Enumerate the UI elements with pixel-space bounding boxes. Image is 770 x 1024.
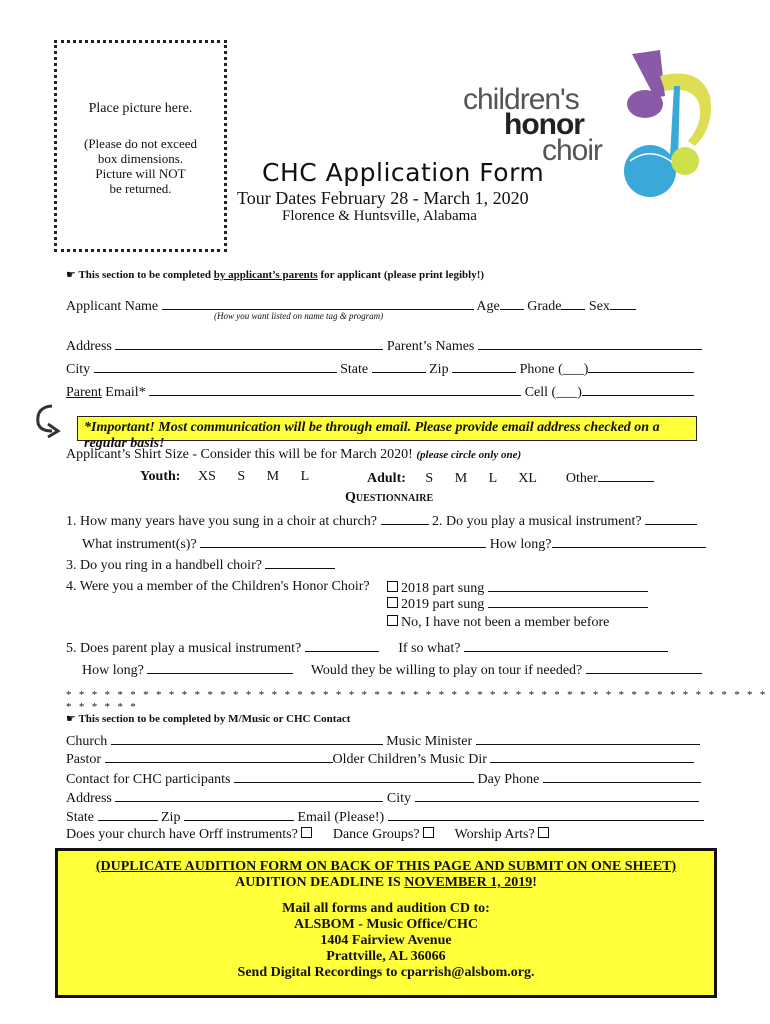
address-label: Address xyxy=(66,339,112,354)
heading-rest: UESTIONNAIRE xyxy=(355,493,434,504)
contact-city-label: City xyxy=(386,791,412,806)
pointing-hand-icon: ☛ xyxy=(66,712,76,725)
instrument-row xyxy=(82,535,706,553)
contact-city-field[interactable] xyxy=(415,789,699,802)
shirt-size-prompt xyxy=(66,447,521,463)
question-5-row xyxy=(66,639,668,657)
photo-note-line: box dimensions. xyxy=(97,151,184,166)
parent-instrument-row xyxy=(82,661,702,679)
age-field[interactable] xyxy=(500,297,524,310)
question-1-2-row xyxy=(66,512,697,530)
pastor-field[interactable] xyxy=(105,750,333,763)
section2-instruction xyxy=(66,712,350,725)
photo-note xyxy=(57,136,224,196)
age-label: Age xyxy=(476,299,500,314)
size-option-youth-xs[interactable]: XS xyxy=(197,469,216,484)
contact-label: Contact for CHC participants xyxy=(66,772,231,787)
state-field[interactable] xyxy=(372,360,426,373)
deadline-line xyxy=(58,875,714,891)
contact-address-field[interactable] xyxy=(115,789,383,802)
parents-names-label: Parent’s Names xyxy=(386,339,475,354)
option-no-row xyxy=(387,615,609,631)
willing-field[interactable] xyxy=(586,661,702,674)
contact-state-field[interactable] xyxy=(98,808,158,821)
question-2: 2. Do you play a musical instrument? xyxy=(432,514,642,529)
part-2019-field[interactable] xyxy=(488,595,648,608)
logo-word: choir xyxy=(542,134,603,167)
city-label: City xyxy=(66,362,91,377)
size-option-adult-m[interactable]: M xyxy=(454,471,468,486)
cell-label: Cell (___) xyxy=(524,385,582,400)
church-row xyxy=(66,732,700,750)
photo-note-line: be returned. xyxy=(109,181,172,196)
option-no-label: No, I have not been a member before xyxy=(401,615,610,630)
mail-instruction: Mail all forms and audition CD to: xyxy=(282,901,490,916)
checkbox-dance[interactable] xyxy=(423,827,434,838)
music-minister-field[interactable] xyxy=(476,732,700,745)
submission-instructions-box xyxy=(55,848,717,998)
older-dir-field[interactable] xyxy=(490,750,694,763)
church-programs-row xyxy=(66,827,552,843)
other-size-field[interactable] xyxy=(598,469,654,482)
checkbox-orff[interactable] xyxy=(301,827,312,838)
question-3-field[interactable] xyxy=(265,556,335,569)
email-label: Email* xyxy=(101,385,146,400)
music-minister-label: Music Minister xyxy=(386,734,473,749)
cell-field[interactable] xyxy=(582,383,694,396)
curved-arrow-icon xyxy=(30,403,70,439)
email-row xyxy=(66,383,694,401)
question-3: 3. Do you ring in a handbell choir? xyxy=(66,558,262,573)
deadline-end: ! xyxy=(532,875,537,890)
grade-label: Grade xyxy=(527,299,562,314)
question-2-field[interactable] xyxy=(645,512,697,525)
question-3-row xyxy=(66,556,335,574)
contact-email-field[interactable] xyxy=(388,808,704,821)
photo-instruction: Place picture here. xyxy=(88,101,193,116)
question-1-field[interactable] xyxy=(381,512,429,525)
applicant-name-label: Applicant Name xyxy=(66,299,159,314)
pastor-label: Pastor xyxy=(66,752,101,767)
photo-placeholder-box[interactable] xyxy=(54,40,227,252)
youth-label: Youth: xyxy=(140,469,181,484)
city-row xyxy=(66,360,694,378)
question-4: 4. Were you a member of the Children's Honor Choir? xyxy=(66,579,370,594)
mail-address-line: 1404 Fairview Avenue xyxy=(320,933,452,948)
section1-emphasis: by applicant’s parents xyxy=(213,269,318,281)
how-long-field[interactable] xyxy=(552,535,706,548)
form-title: CHC Application Form xyxy=(262,158,545,187)
parent-email-label: Parent xyxy=(66,385,102,400)
how-long-label: How long? xyxy=(82,663,144,678)
contact-address-label: Address xyxy=(66,791,112,806)
parent-email-field[interactable] xyxy=(149,383,521,396)
size-option-adult-l[interactable]: L xyxy=(488,471,497,486)
size-option-adult-xl[interactable]: XL xyxy=(518,471,537,486)
older-dir-label: Older Children’s Music Dir xyxy=(332,752,487,767)
instruments-label: What instrument(s)? xyxy=(82,537,197,552)
day-phone-field[interactable] xyxy=(543,770,701,783)
sex-field[interactable] xyxy=(610,297,636,310)
size-option-youth-m[interactable]: M xyxy=(266,469,280,484)
option-2019-row xyxy=(387,595,648,613)
duplicate-instruction: (DUPLICATE AUDITION FORM ON BACK OF THIS PAGE AND SUBMIT ON ONE SHEET) xyxy=(95,859,677,874)
logo-word: honor xyxy=(504,108,584,141)
orff-label: Does your church have Orff instruments? xyxy=(66,827,298,842)
deadline-text: AUDITION DEADLINE IS xyxy=(235,875,405,890)
parent-how-long-field[interactable] xyxy=(147,661,293,674)
contact-zip-field[interactable] xyxy=(184,808,294,821)
photo-note-line: (Please do not exceed xyxy=(84,136,197,151)
heading-initial: Q xyxy=(345,490,356,505)
youth-sizes xyxy=(140,469,309,485)
part-2018-field[interactable] xyxy=(488,579,648,592)
day-phone-label: Day Phone xyxy=(477,772,540,787)
mail-address-line: ALSBOM - Music Office/CHC xyxy=(294,917,478,932)
shirt-prompt-text: Applicant’s Shirt Size - Consider this will be for March 2020! xyxy=(66,447,413,462)
size-option-youth-l[interactable]: L xyxy=(300,469,310,484)
pastor-row xyxy=(66,750,694,768)
if-so-label: If so what? xyxy=(398,641,461,656)
section1-text: This section to be completed xyxy=(78,269,214,281)
sex-label: Sex xyxy=(588,299,610,314)
option-2019-label: 2019 part sung xyxy=(401,597,485,612)
contact-row xyxy=(66,770,701,788)
section2-text: This section to be completed by M/Music or CHC Contact xyxy=(78,713,351,725)
digital-recordings-instruction[interactable]: Send Digital Recordings to cparrish@alsbom.org. xyxy=(237,965,535,980)
section1-text: for applicant (please print legibly!) xyxy=(317,269,485,281)
checkbox-2018[interactable] xyxy=(387,581,398,592)
question-1: 1. How many years have you sung in a choir at church? xyxy=(66,514,378,529)
question-5: 5. Does parent play a musical instrument? xyxy=(66,641,302,656)
contact-field[interactable] xyxy=(234,770,474,783)
size-option-youth-s[interactable]: S xyxy=(237,469,246,484)
tour-location: Florence & Huntsville, Alabama xyxy=(282,208,477,224)
dance-label: Dance Groups? xyxy=(332,827,420,842)
contact-state-row xyxy=(66,808,704,826)
parents-names-field[interactable] xyxy=(478,337,702,350)
other-size-label: Other xyxy=(565,471,598,486)
mail-address-line: Prattville, AL 36066 xyxy=(326,949,446,964)
section1-instruction xyxy=(66,268,484,281)
if-so-field[interactable] xyxy=(464,639,668,652)
contact-state-label: State xyxy=(66,810,94,825)
checkbox-worship[interactable] xyxy=(538,827,549,838)
address-row xyxy=(66,337,702,355)
willing-label: Would they be willing to play on tour if needed? xyxy=(310,663,583,678)
important-email-note: *Important! Most communication will be through email. Please provide email address checked on a regular basis! xyxy=(77,416,697,441)
phone-label: Phone (___) xyxy=(519,362,589,377)
applicant-name-hint: (How you want listed on name tag & program) xyxy=(214,311,384,321)
adult-label: Adult: xyxy=(367,471,406,486)
how-long-label: How long? xyxy=(489,537,552,552)
grade-field[interactable] xyxy=(561,297,585,310)
state-label: State xyxy=(340,362,369,377)
checkbox-not-member[interactable] xyxy=(387,615,398,626)
adult-sizes xyxy=(367,469,654,487)
tour-dates: Tour Dates February 28 - March 1, 2020 xyxy=(237,188,529,208)
option-2018-label: 2018 part sung xyxy=(401,581,485,596)
church-field[interactable] xyxy=(111,732,383,745)
contact-email-label: Email (Please!) xyxy=(297,810,385,825)
city-field[interactable] xyxy=(94,360,337,373)
size-option-adult-s[interactable]: S xyxy=(425,471,434,486)
questionnaire-heading xyxy=(345,490,433,506)
zip-label: Zip xyxy=(429,362,449,377)
logo-word: children's xyxy=(463,83,579,116)
divider-stars: * * * * * * * * * * * * * * * * * * * * * * * * * * * * * * * * * * * * * * * * * * * * * * * * * * * * * * * * * * * * * xyxy=(66,689,768,713)
phone-field[interactable] xyxy=(588,360,694,373)
instruments-field[interactable] xyxy=(200,535,486,548)
church-label: Church xyxy=(66,734,108,749)
pointing-hand-icon: ☛ xyxy=(66,268,76,281)
address-field[interactable] xyxy=(115,337,383,350)
question-5-field[interactable] xyxy=(305,639,379,652)
checkbox-2019[interactable] xyxy=(387,597,398,608)
photo-note-line: Picture will NOT xyxy=(95,166,186,181)
applicant-name-field[interactable] xyxy=(162,297,474,310)
shirt-note: (please circle only one) xyxy=(416,449,522,461)
worship-label: Worship Arts? xyxy=(454,827,535,842)
contact-zip-label: Zip xyxy=(161,810,181,825)
deadline-date: NOVEMBER 1, 2019 xyxy=(404,875,533,890)
contact-address-row xyxy=(66,789,699,807)
zip-field[interactable] xyxy=(452,360,516,373)
